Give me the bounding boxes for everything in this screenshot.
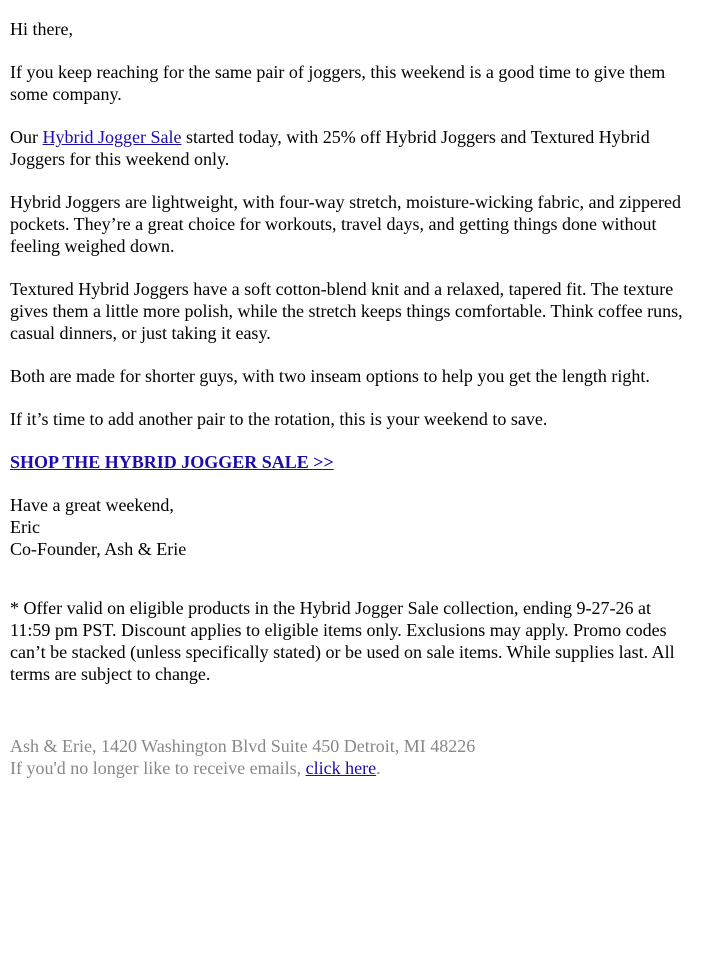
signoff-line: Have a great weekend, xyxy=(10,495,174,515)
sale-announcement-text-before: Our xyxy=(10,127,43,147)
signer-title: Co-Founder, Ash & Erie xyxy=(10,539,187,559)
footer xyxy=(10,735,694,779)
sale-announcement-paragraph xyxy=(10,126,694,170)
hybrid-joggers-paragraph: Hybrid Joggers are lightweight, with four-way stretch, moisture-wicking fabric, and zippered pockets. They’re a great choice for workouts, travel days, and getting things done without feeling weighed down. xyxy=(10,192,681,256)
signature xyxy=(10,494,694,560)
footer-address: Ash & Erie, 1420 Washington Blvd Suite 450 Detroit, MI 48226 xyxy=(10,736,476,756)
sale-announcement-text-after: started today, with 25% off Hybrid Joggers and Textured Hybrid Joggers for this weekend only. xyxy=(10,127,650,169)
textured-joggers-paragraph: Textured Hybrid Joggers have a soft cotton-blend knit and a relaxed, tapered fit. The texture gives them a little more polish, while the stretch keeps things comfortable. Think coffee runs, casual dinners, or just taking it easy. xyxy=(10,279,683,343)
inseam-paragraph: Both are made for shorter guys, with two inseam options to help you get the length right. xyxy=(10,366,650,386)
greeting: Hi there, xyxy=(10,19,73,39)
unsubscribe-text-after: . xyxy=(376,758,381,778)
hybrid-jogger-sale-link[interactable]: Hybrid Jogger Sale xyxy=(42,127,182,147)
signer-name: Eric xyxy=(10,517,40,537)
shop-sale-button[interactable]: SHOP THE HYBRID JOGGER SALE >> xyxy=(10,452,334,472)
rotation-paragraph: If it’s time to add another pair to the rotation, this is your weekend to save. xyxy=(10,409,548,429)
unsubscribe-text-before: If you'd no longer like to receive emails, xyxy=(10,758,306,778)
intro-paragraph: If you keep reaching for the same pair of joggers, this weekend is a good time to give them some company. xyxy=(10,62,666,104)
cta-paragraph xyxy=(10,451,694,473)
disclaimer: * Offer valid on eligible products in the Hybrid Jogger Sale collection, ending 9-27-26 at 11:59 pm PST. Discount applies to eligible items only. Exclusions may apply. Promo codes can’t be stacked (unless specifically stated) or be used on sale items. While supplies last. All terms are subject to change. xyxy=(10,598,675,684)
unsubscribe-link[interactable]: click here xyxy=(305,758,377,778)
